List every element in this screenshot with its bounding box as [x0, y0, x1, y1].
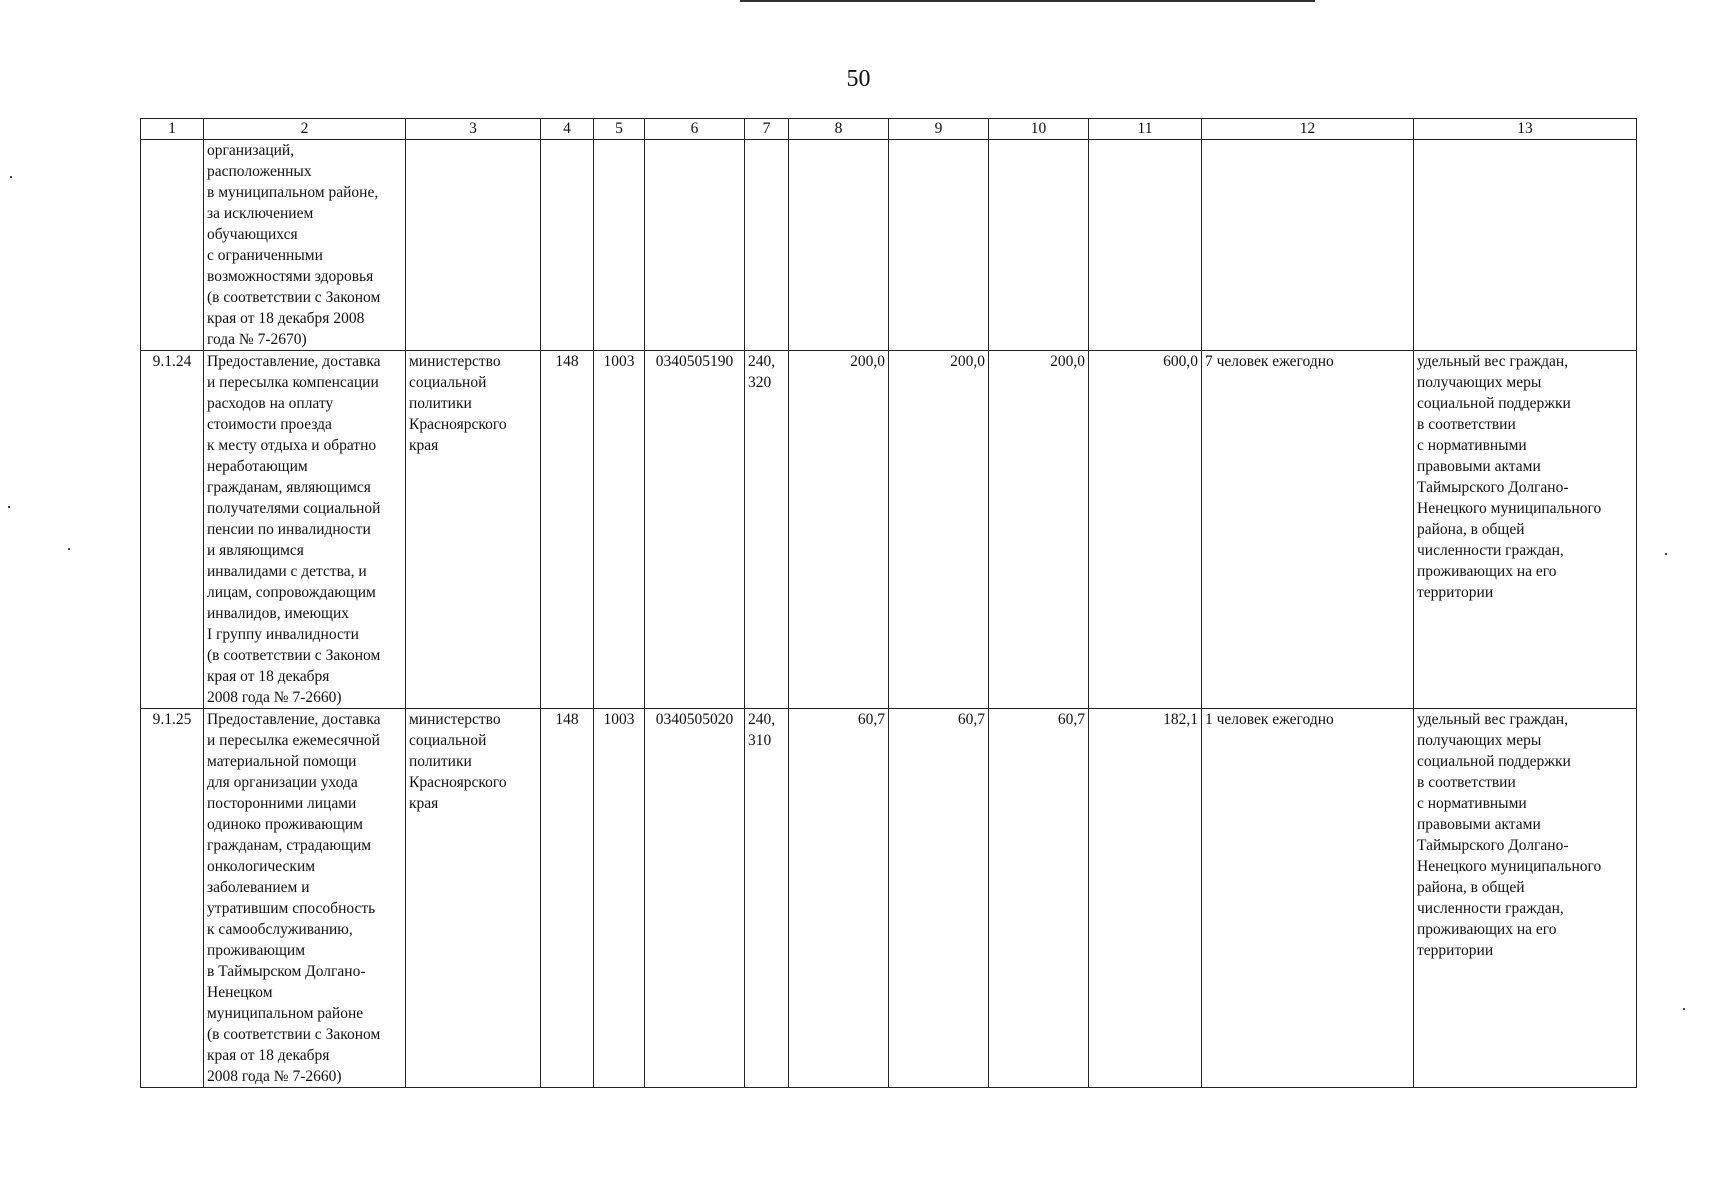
column-header: 12 [1202, 119, 1414, 140]
cell-code: 148 [541, 351, 594, 709]
cell-amount-year1 [789, 140, 889, 351]
column-header: 3 [406, 119, 541, 140]
cell-item-number [141, 140, 204, 351]
column-header: 5 [594, 119, 645, 140]
cell-description: Предоставление, доставка и пересылка ежемесячной материальной помощи для организации ухода посторонними лицами одиноко проживающим гражданам, страдающим онкологическим заболеванием и утратившим способность к самообслуживанию, проживающим в Таймырском Долгано- Ненецком муниципальном районе (в соответствии с Законом края от 18 декабря 2008 года № 7-2660) [204, 709, 406, 1088]
table-header-row [141, 119, 1637, 140]
scan-artifact-dot [68, 548, 70, 550]
cell-amount-total: 600,0 [1089, 351, 1202, 709]
scan-artifact-dot [8, 506, 10, 508]
cell-code [541, 140, 594, 351]
cell-amount-year1: 200,0 [789, 351, 889, 709]
column-header: 2 [204, 119, 406, 140]
column-header: 13 [1414, 119, 1637, 140]
cell-expense-type [745, 140, 789, 351]
cell-target-article: 0340505190 [645, 351, 745, 709]
cell-expected-result: 7 человек ежегодно [1202, 351, 1414, 709]
column-header: 6 [645, 119, 745, 140]
cell-item-number: 9.1.25 [141, 709, 204, 1088]
cell-amount-year1: 60,7 [789, 709, 889, 1088]
column-header: 11 [1089, 119, 1202, 140]
cell-description: Предоставление, доставка и пересылка компенсации расходов на оплату стоимости проезда к месту отдыха и обратно неработающим гражданам, являющимся получателями социальной пенсии по инвалидности и являющимся инвалидами с детства, и лицам, сопровождающим инвалидов, имеющих I группу инвалидности (в соответствии с Законом края от 18 декабря 2008 года № 7-2660) [204, 351, 406, 709]
cell-amount-total: 182,1 [1089, 709, 1202, 1088]
scan-artifact-dot [1665, 553, 1667, 555]
cell-amount-year3: 60,7 [989, 709, 1089, 1088]
cell-target-article: 0340505020 [645, 709, 745, 1088]
column-header: 8 [789, 119, 889, 140]
cell-target-article [645, 140, 745, 351]
column-header: 7 [745, 119, 789, 140]
column-header: 9 [889, 119, 989, 140]
cell-description: организаций, расположенных в муниципальном районе, за исключением обучающихся с ограниченными возможностями здоровья (в соответствии с Законом края от 18 декабря 2008 года № 7-2670) [204, 140, 406, 351]
cell-amount-total [1089, 140, 1202, 351]
column-header: 10 [989, 119, 1089, 140]
table-row [141, 351, 1637, 709]
cell-section [594, 140, 645, 351]
cell-indicator: удельный вес граждан, получающих меры социальной поддержки в соответствии с нормативными правовыми актами Таймырского Долгано- Ненецкого муниципального района, в общей численности граждан, проживающих на его территории [1414, 351, 1637, 709]
table-row [141, 140, 1637, 351]
cell-administrator: министерство социальной политики Красноярского края [406, 709, 541, 1088]
cell-amount-year2: 60,7 [889, 709, 989, 1088]
budget-table [140, 118, 1637, 1088]
column-header: 1 [141, 119, 204, 140]
scan-artifact-dot [1683, 1008, 1685, 1010]
cell-code: 148 [541, 709, 594, 1088]
cell-amount-year2 [889, 140, 989, 351]
cell-administrator [406, 140, 541, 351]
cell-indicator [1414, 140, 1637, 351]
cell-amount-year3 [989, 140, 1089, 351]
cell-amount-year3: 200,0 [989, 351, 1089, 709]
page-number: 50 [846, 66, 871, 92]
cell-section: 1003 [594, 709, 645, 1088]
cell-amount-year2: 200,0 [889, 351, 989, 709]
scan-artifact-dot [10, 176, 12, 178]
cell-indicator: удельный вес граждан, получающих меры социальной поддержки в соответствии с нормативными правовыми актами Таймырского Долгано- Ненецкого муниципального района, в общей численности граждан, проживающих на его территории [1414, 709, 1637, 1088]
column-header: 4 [541, 119, 594, 140]
cell-expense-type: 240, 320 [745, 351, 789, 709]
cell-expected-result [1202, 140, 1414, 351]
scan-artifact-line [740, 0, 1315, 2]
cell-item-number: 9.1.24 [141, 351, 204, 709]
table-row [141, 709, 1637, 1088]
cell-section: 1003 [594, 351, 645, 709]
cell-expense-type: 240, 310 [745, 709, 789, 1088]
cell-administrator: министерство социальной политики Красноярского края [406, 351, 541, 709]
cell-expected-result: 1 человек ежегодно [1202, 709, 1414, 1088]
